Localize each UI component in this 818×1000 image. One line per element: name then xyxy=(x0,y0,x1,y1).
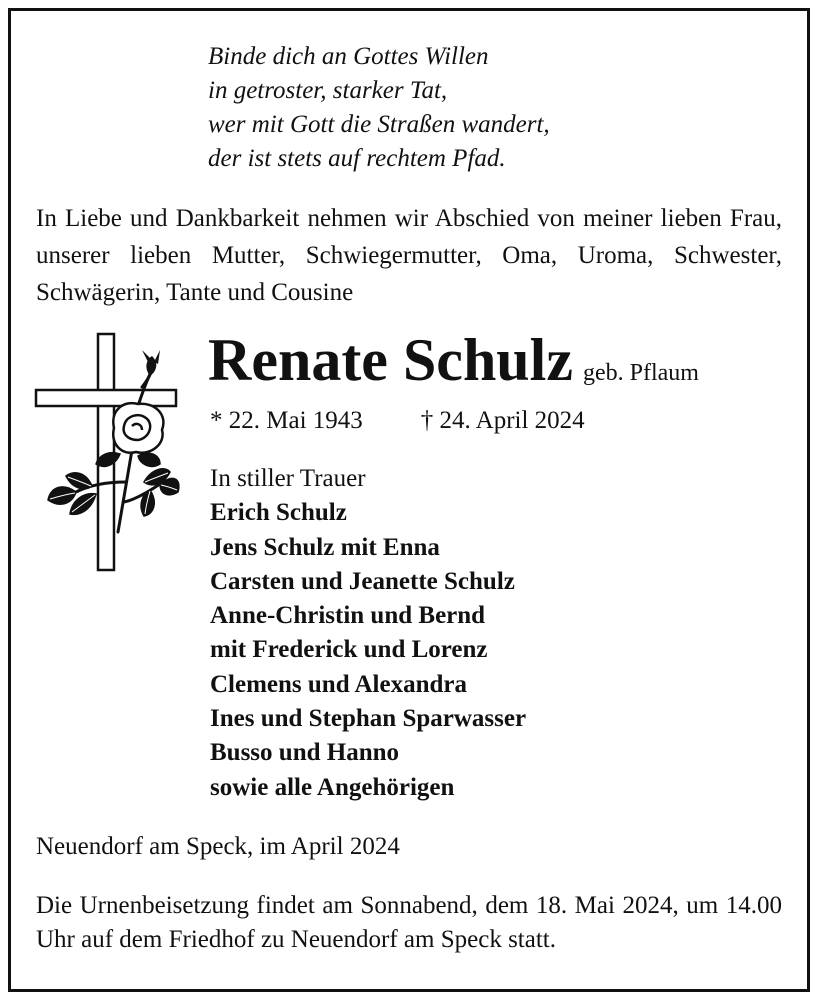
list-item: Erich Schulz xyxy=(210,499,347,527)
life-dates xyxy=(210,404,585,438)
list-item: mit Frederick und Lorenz xyxy=(210,636,488,664)
birth-date: * 22. Mai 1943 xyxy=(210,407,363,434)
poem-line: wer mit Gott die Straßen wandert, xyxy=(208,111,550,138)
list-item: Busso und Hanno xyxy=(210,739,400,767)
funeral-notice: Die Urnenbeisetzung findet am Sonnabend, dem 18. Mai 2024, um 14.00 Uhr auf dem Friedhof zu Neuendorf am Speck statt. xyxy=(36,892,782,953)
list-item: Ines und Stephan Sparwasser xyxy=(210,705,527,733)
list-item: sowie alle Angehörigen xyxy=(210,773,455,801)
cross-with-rose-icon xyxy=(32,332,182,572)
poem-line: Binde dich an Gottes Willen xyxy=(208,43,489,70)
list-item: Jens Schulz mit Enna xyxy=(210,533,440,561)
place-and-date: Neuendorf am Speck, im April 2024 xyxy=(36,833,400,860)
birth-name: geb. Pflaum xyxy=(582,360,699,386)
deceased-name-line xyxy=(208,322,699,398)
deceased-name: Renate Schulz xyxy=(208,327,573,393)
poem xyxy=(208,40,550,176)
mourning-label: In stiller Trauer xyxy=(210,465,366,492)
mourners-list xyxy=(210,462,526,805)
list-item: Clemens und Alexandra xyxy=(210,670,467,698)
death-date: † 24. April 2024 xyxy=(420,407,585,434)
list-item: Carsten und Jeanette Schulz xyxy=(210,567,515,595)
list-item: Anne-Christin und Bernd xyxy=(210,602,486,630)
intro-text: In Liebe und Dankbarkeit nehmen wir Abschied von meiner lieben Frau, unserer lieben Mutter, Schwiegermutter, Oma, Uroma, Schwester, Schwägerin, Tante und Cousine xyxy=(36,205,782,306)
poem-line: der ist stets auf rechtem Pfad. xyxy=(208,145,506,172)
poem-line: in getroster, starker Tat, xyxy=(208,77,448,104)
